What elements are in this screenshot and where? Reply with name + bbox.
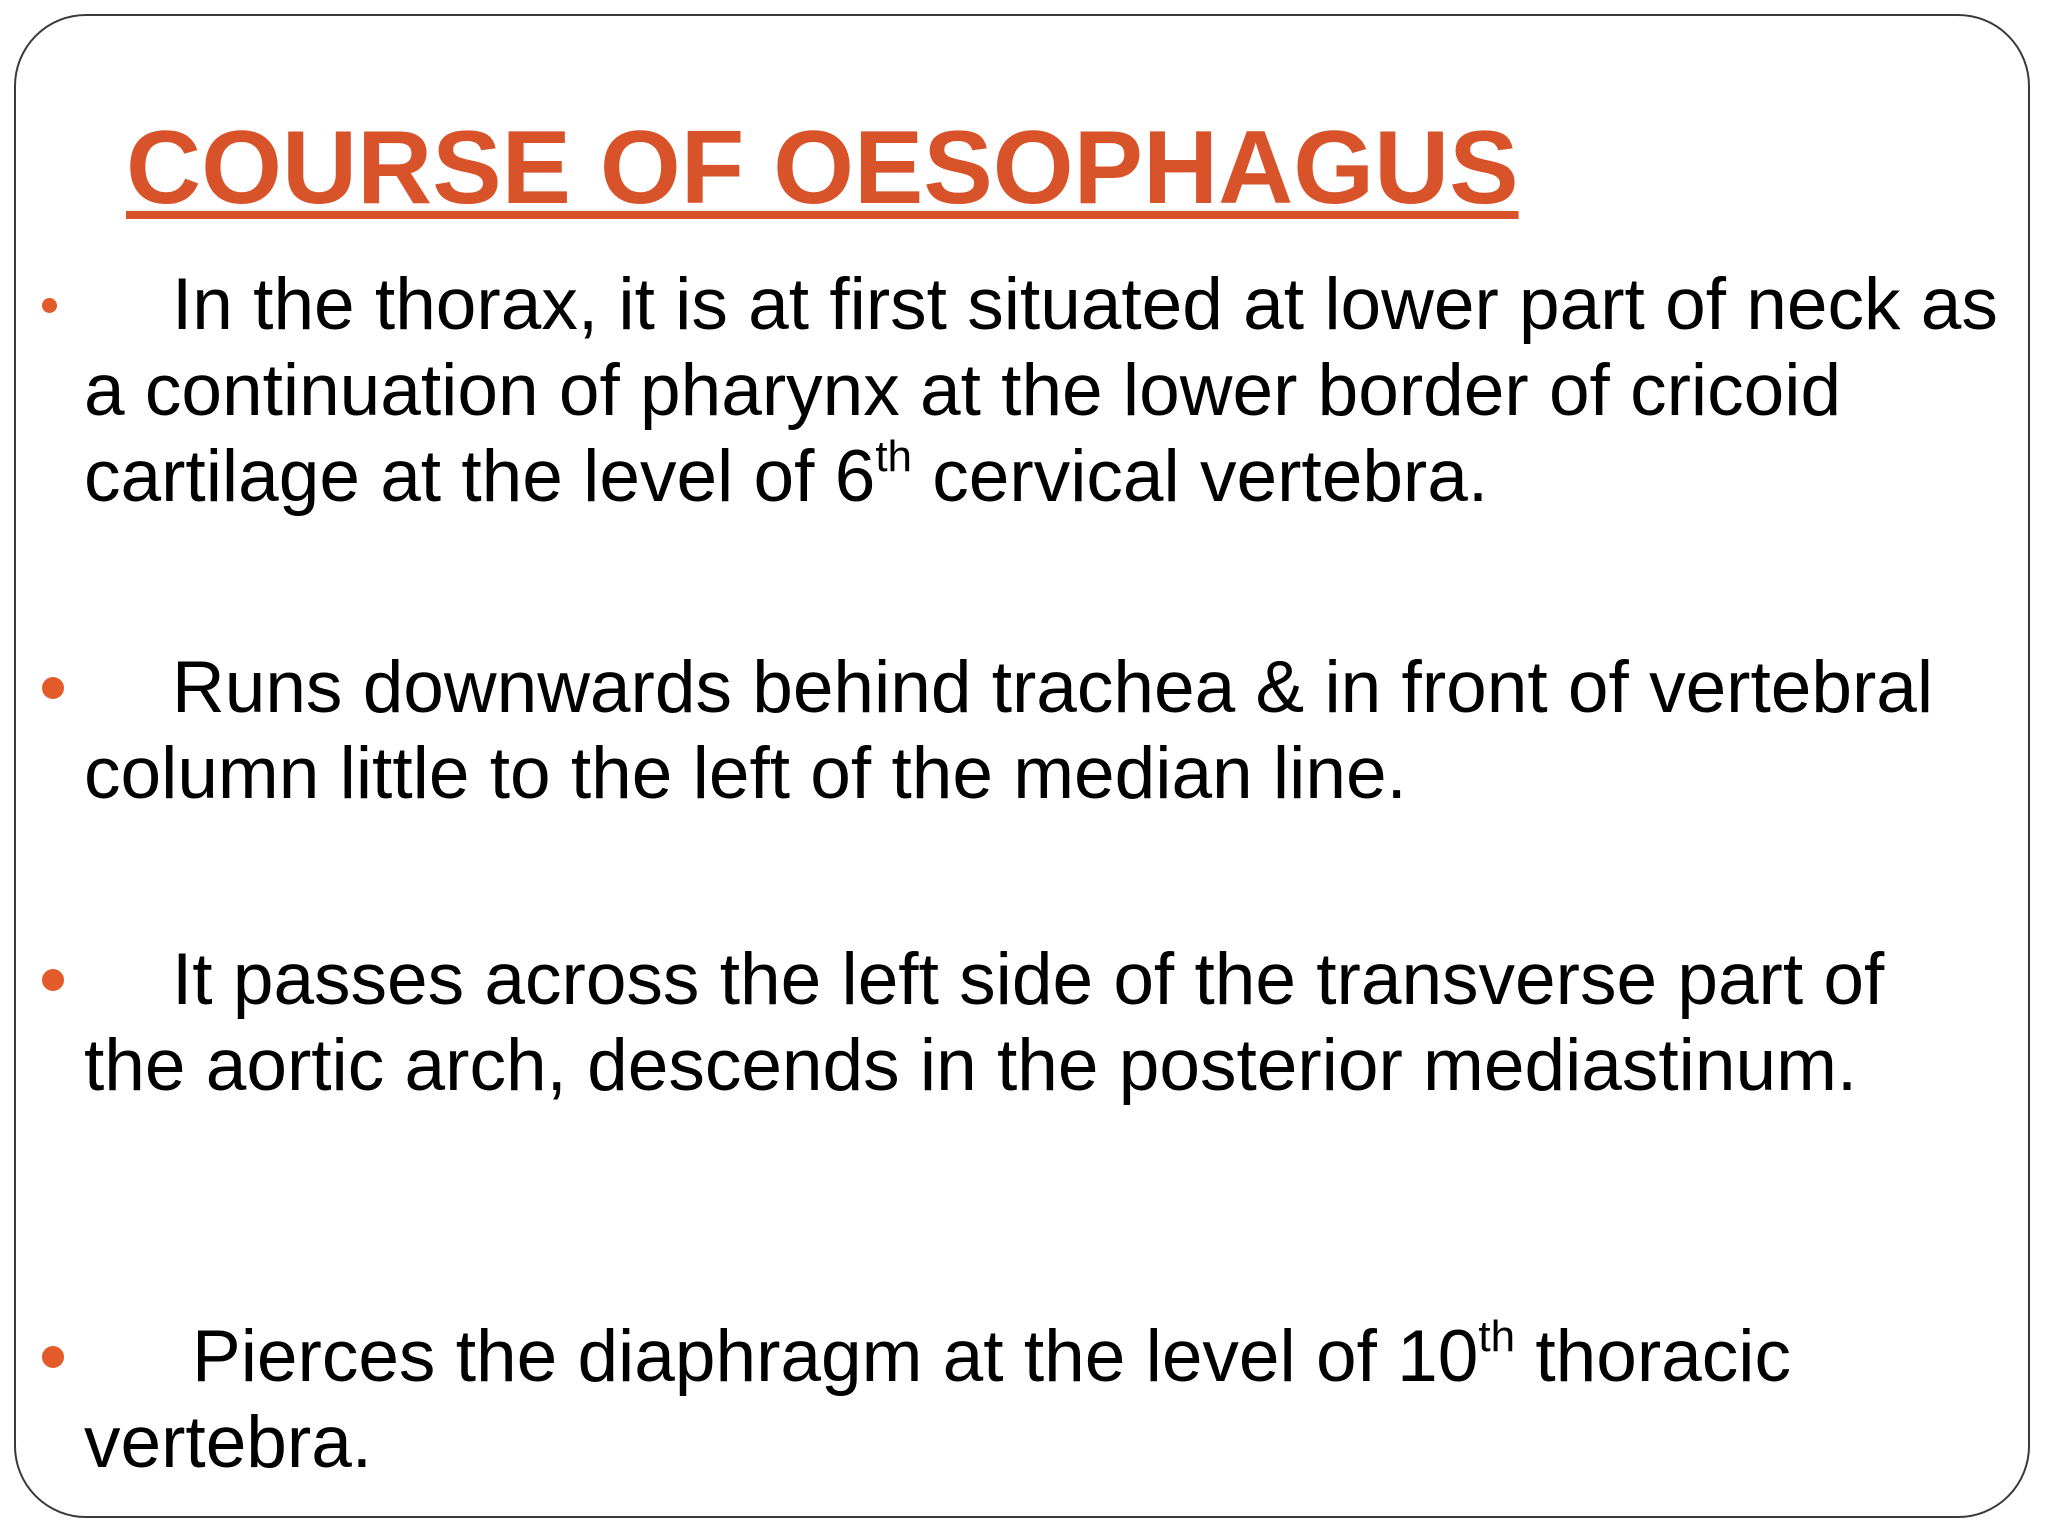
bullet-text-main: Runs downwards behind trachea & in front of vertebral column little to the left of the median line. [84, 647, 1934, 814]
slide [14, 14, 2030, 1518]
bullet-item [84, 262, 2004, 520]
ordinal-suffix: th [1478, 1312, 1516, 1361]
ordinal-suffix: th [875, 432, 913, 481]
bullet-text [84, 937, 2004, 1109]
slide-title: COURSE OF OESOPHAGUS [126, 110, 1519, 226]
bullet-item [84, 645, 2004, 817]
bullet-text [84, 645, 2004, 817]
bullet-text-tail: thoracic vertebra. [84, 1316, 1791, 1483]
bullet-dot-icon [42, 677, 64, 699]
bullet-text-main: In the thorax, it is at first situated at lower part of neck as a continuation of pharynx at the lower border of cricoid cartilage at the level of 6 [84, 264, 1998, 517]
bullet-text-tail: cervical vertebra. [912, 436, 1489, 517]
bullet-dot-icon [42, 298, 57, 313]
bullet-item [84, 937, 2004, 1109]
bullet-item [84, 1314, 2004, 1486]
bullet-text [84, 1314, 2004, 1486]
bullet-text-main: Pierces the diaphragm at the level of 10 [192, 1316, 1479, 1397]
bullet-dot-icon [42, 1346, 64, 1368]
bullet-dot-icon [42, 969, 64, 991]
bullet-text-main: It passes across the left side of the transverse part of the aortic arch, descends in the posterior mediastinum. [84, 939, 1885, 1106]
bullet-text [84, 262, 2004, 520]
